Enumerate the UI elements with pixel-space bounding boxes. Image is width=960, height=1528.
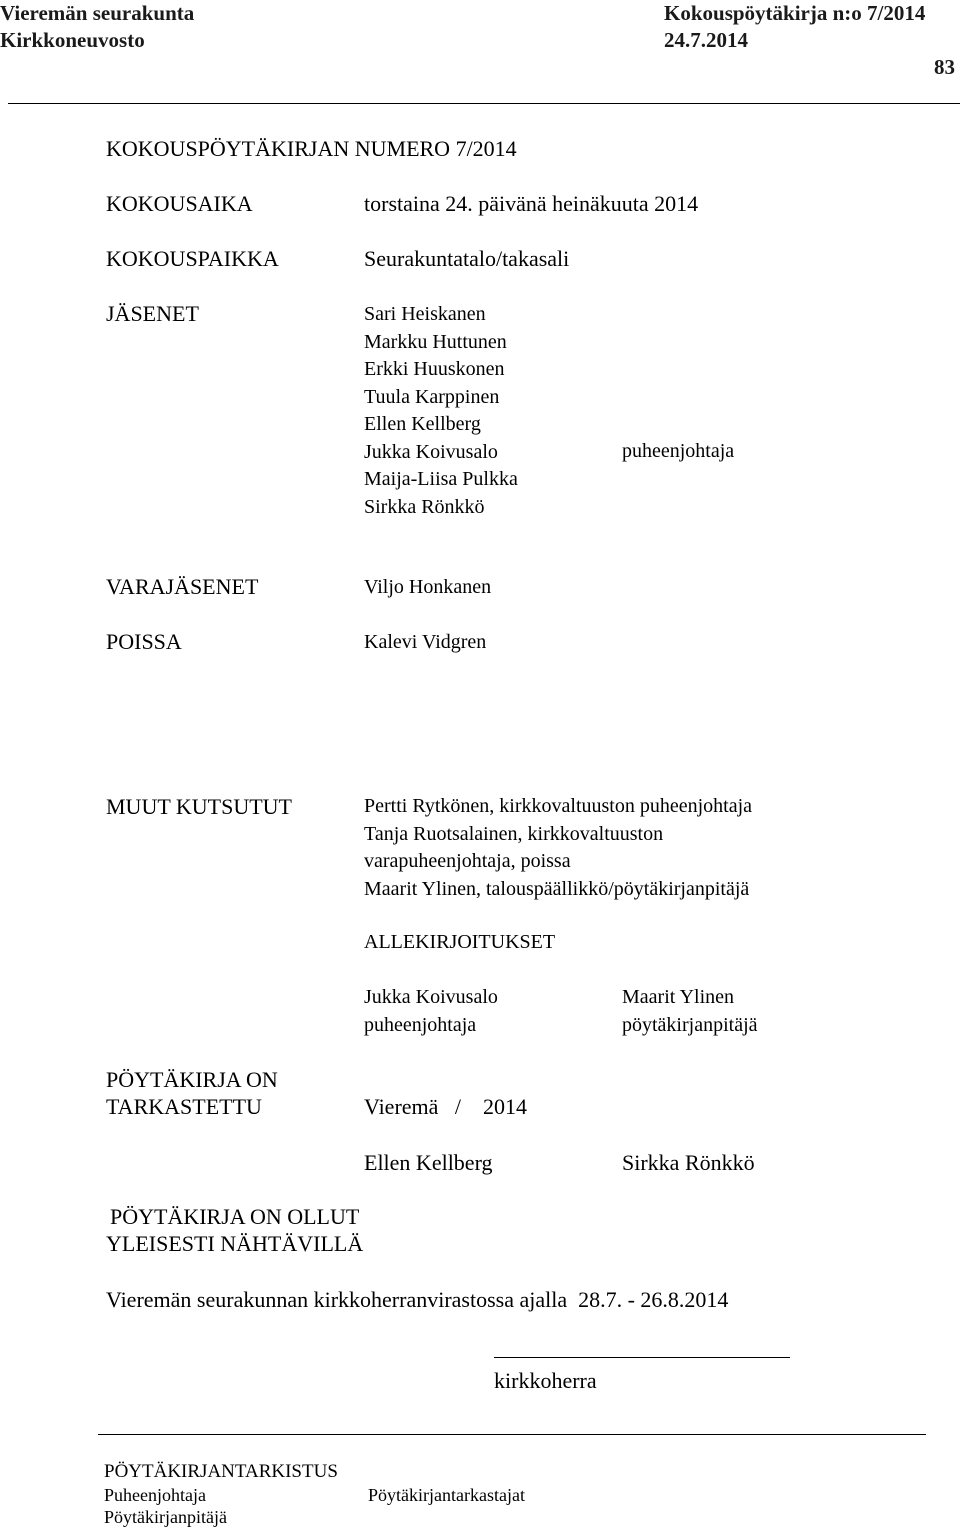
signatures-heading: ALLEKIRJOITUKSET <box>364 931 556 953</box>
members-label: JÄSENET <box>106 301 199 326</box>
inspector-2: Sirkka Rönkkö <box>622 1150 755 1175</box>
display-label-line1: PÖYTÄKIRJA ON OLLUT <box>110 1204 360 1229</box>
meeting-time-value: torstaina 24. päivänä heinäkuuta 2014 <box>364 191 699 216</box>
absent-label: POISSA <box>106 629 182 654</box>
footer-inspectors: Pöytäkirjantarkastajat <box>368 1485 525 1505</box>
inspection-label-line2: TARKASTETTU <box>106 1094 262 1119</box>
footer-role: Puheenjohtaja <box>104 1485 206 1505</box>
list-item: varapuheenjohtaja, poissa <box>364 850 571 872</box>
footer-role: Pöytäkirjanpitäjä <box>104 1507 227 1527</box>
meeting-place-value: Seurakuntatalo/takasali <box>364 246 570 271</box>
member-name: Sari Heiskanen <box>364 303 486 325</box>
meeting-place-label: KOKOUSPAIKKA <box>106 246 279 271</box>
header-org: Vieremän seurakunta <box>0 1 195 25</box>
signer-name: Jukka Koivusalo <box>364 986 498 1008</box>
footer-roles <box>104 1484 227 1528</box>
signature-right <box>622 984 758 1039</box>
signer-name: Maarit Ylinen <box>622 986 735 1008</box>
member-name: Erkki Huuskonen <box>364 358 505 380</box>
signature-line <box>494 1357 790 1358</box>
inspector-1: Ellen Kellberg <box>364 1150 493 1175</box>
member-name: Jukka Koivusalo <box>364 440 498 463</box>
member-name: Maija-Liisa Pulkka <box>364 468 518 490</box>
list-item: Maarit Ylinen, talouspäällikkö/pöytäkirjanpitäjä <box>364 877 750 900</box>
signer-role: pöytäkirjanpitäjä <box>622 1013 758 1036</box>
signer-role: puheenjohtaja <box>364 1013 477 1036</box>
display-statement: Vieremän seurakunnan kirkkoherranvirastossa ajalla 28.7. - 26.8.2014 <box>106 1287 729 1312</box>
meeting-time-label: KOKOUSAIKA <box>106 191 253 216</box>
deputies-label: VARAJÄSENET <box>106 574 259 599</box>
member-name: Markku Huttunen <box>364 330 507 353</box>
page-number: 83 <box>934 55 955 79</box>
deputies-value: Viljo Honkanen <box>364 576 492 598</box>
header-body: Kirkkoneuvosto <box>0 28 145 52</box>
list-item: Tanja Ruotsalainen, kirkkovaltuuston <box>364 822 664 845</box>
chair-role: puheenjohtaja <box>622 440 735 462</box>
inspection-label-line1: PÖYTÄKIRJA ON <box>106 1067 278 1092</box>
kirkkoherra-role: kirkkoherra <box>494 1368 597 1393</box>
header-doc-number: Kokouspöytäkirja n:o 7/2014 <box>664 1 926 25</box>
footer-rule <box>98 1434 926 1435</box>
header-date: 24.7.2014 <box>664 28 748 52</box>
header-rule <box>8 103 960 104</box>
members-list <box>364 301 518 521</box>
member-name: Sirkka Rönkkö <box>364 495 485 518</box>
others-label: MUUT KUTSUTUT <box>106 794 292 819</box>
member-name: Ellen Kellberg <box>364 413 481 435</box>
signature-left <box>364 984 498 1039</box>
list-item: Pertti Rytkönen, kirkkovaltuuston puheenjohtaja <box>364 795 753 817</box>
display-label-line2: YLEISESTI NÄHTÄVILLÄ <box>106 1231 364 1256</box>
member-name: Tuula Karppinen <box>364 385 500 408</box>
footer-title: PÖYTÄKIRJANTARKISTUS <box>104 1461 338 1482</box>
page-title: KOKOUSPÖYTÄKIRJAN NUMERO 7/2014 <box>106 136 517 161</box>
absent-value: Kalevi Vidgren <box>364 631 487 653</box>
inspection-place-date: Vieremä / 2014 <box>364 1094 528 1119</box>
others-list <box>364 793 752 903</box>
